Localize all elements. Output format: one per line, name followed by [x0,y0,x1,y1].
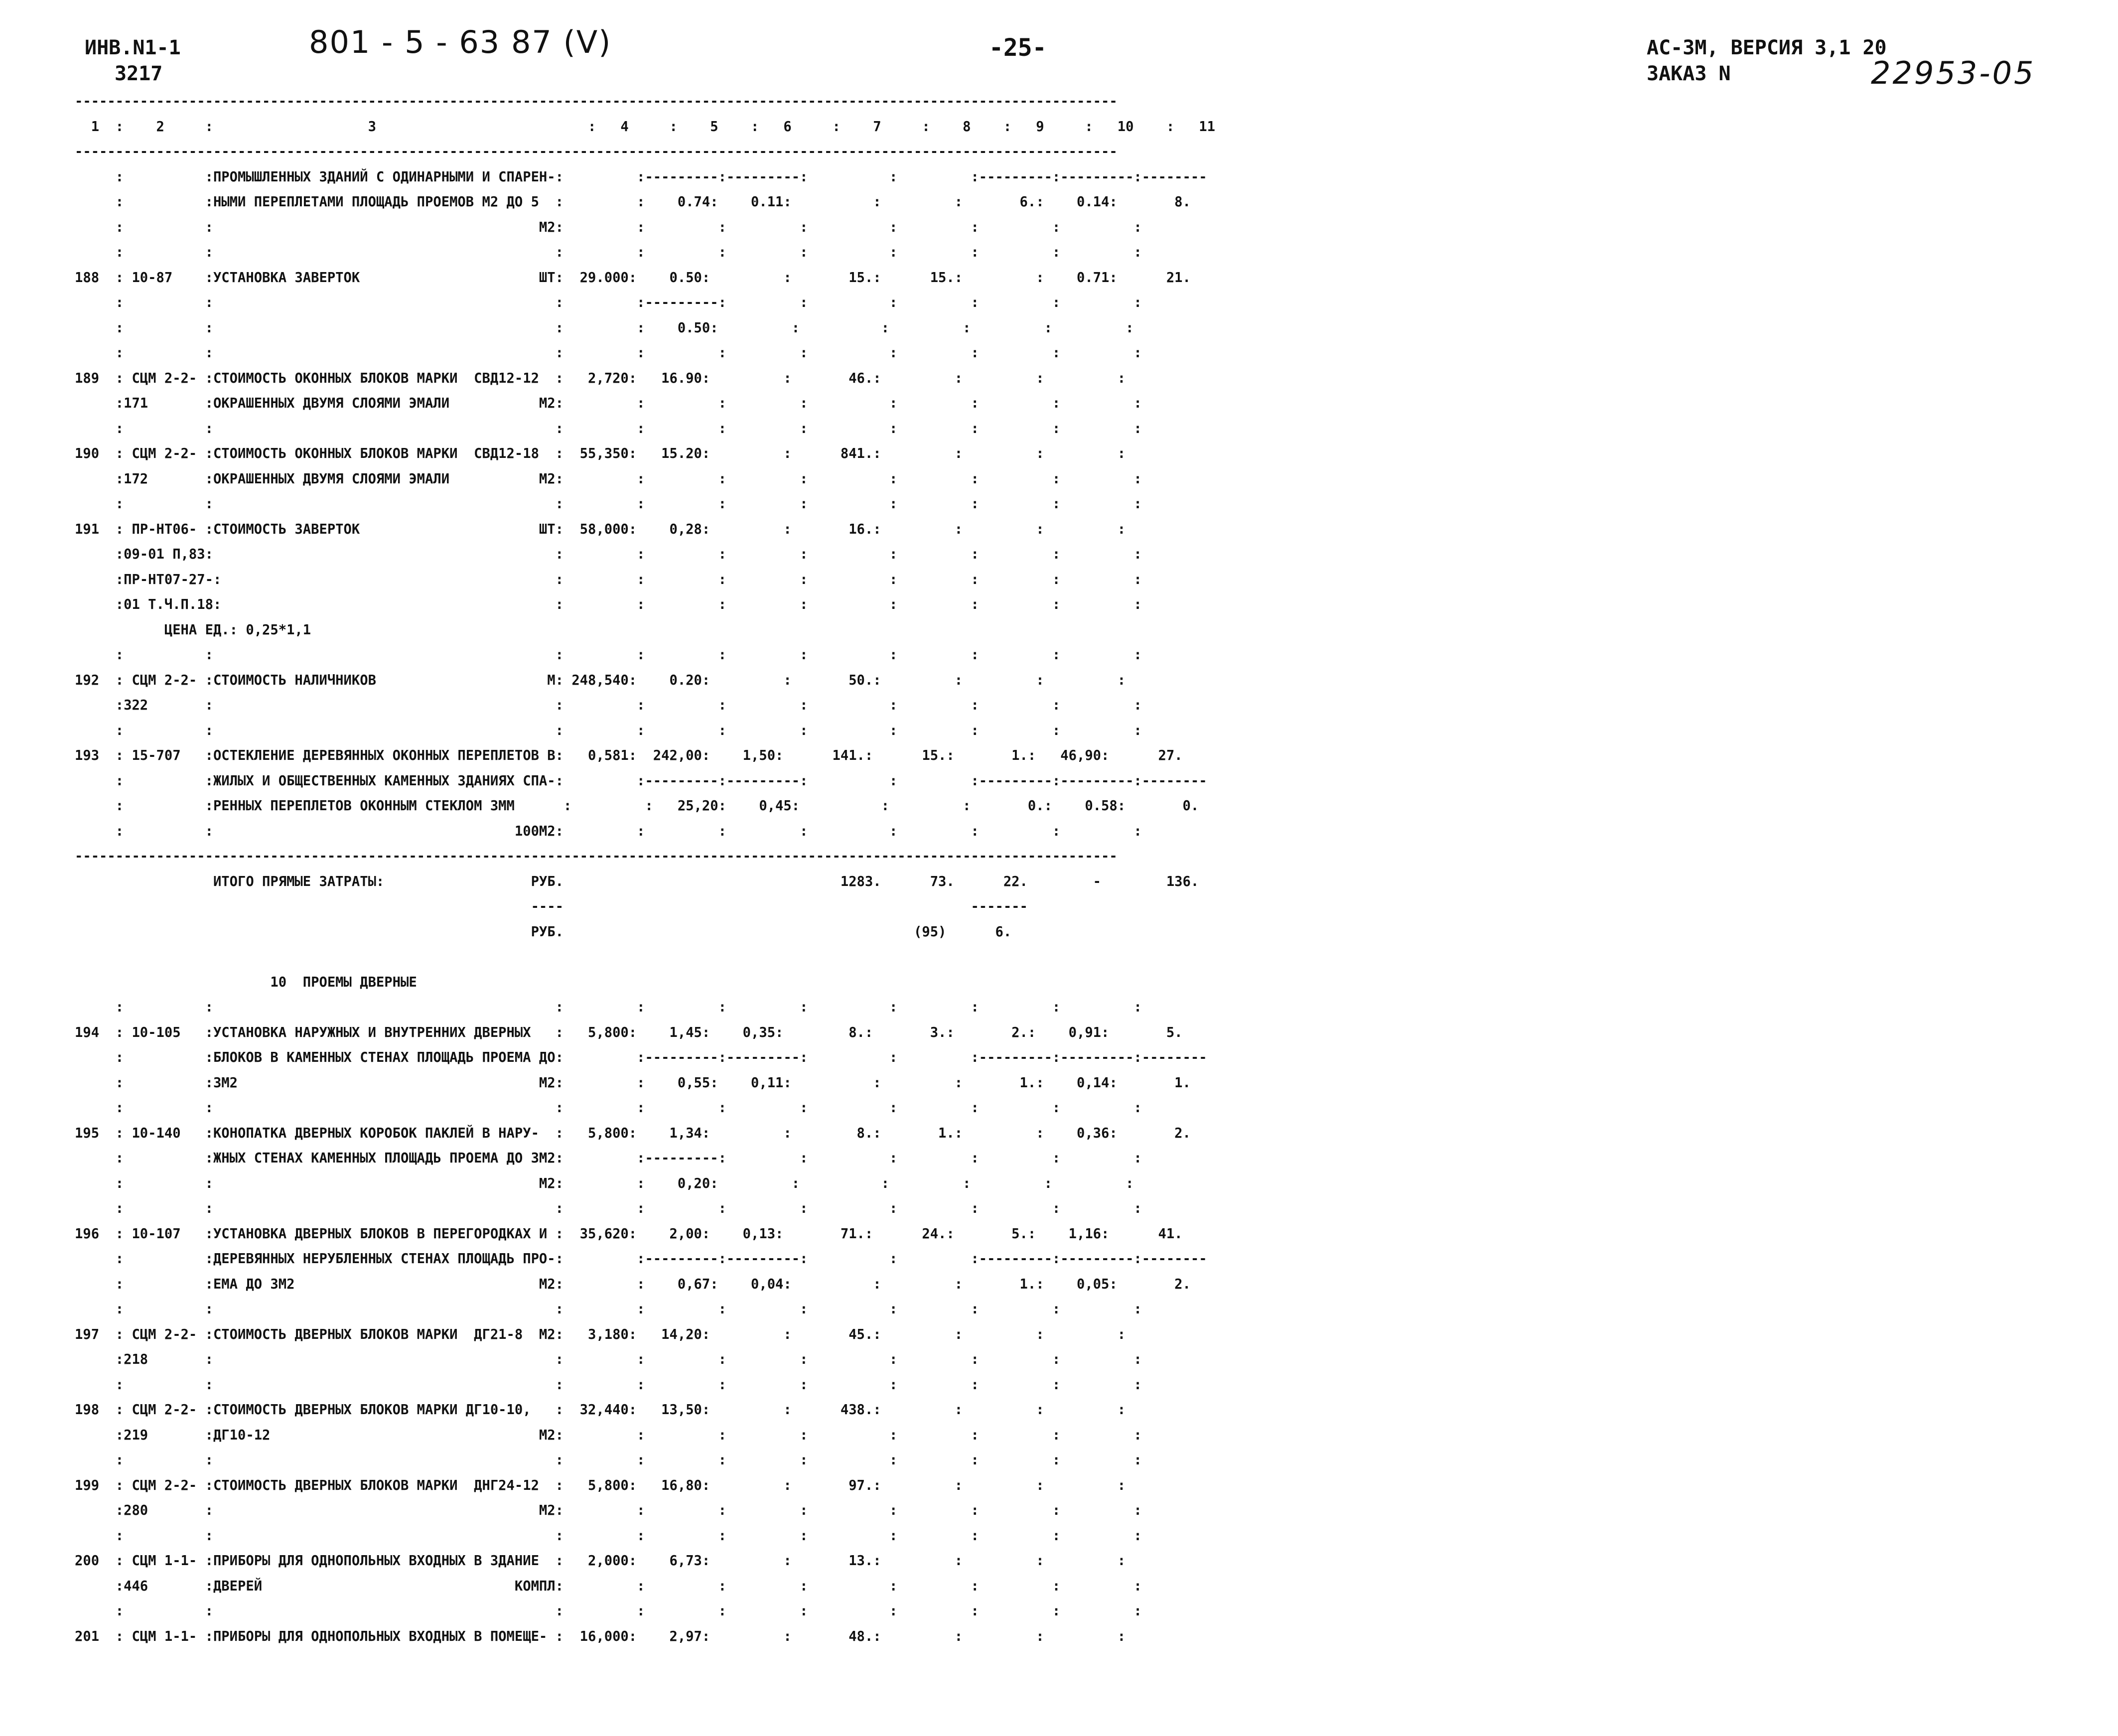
column-numbers-row: 1 : 2 : 3 : 4 : 5 : 6 : 7 : 8 : 9 : 10 : 11 [75,119,1215,135]
table-row: : : М2: : 0,20: : : : : : [75,1176,1134,1191]
table-row: : :ЖНЫХ СТЕНАХ КАМЕННЫХ ПЛОЩАДЬ ПРОЕМА ДО 3М2: :---------: : : : : : [75,1151,1142,1166]
table-row: : :ПРОМЫШЛЕННЫХ ЗДАНИЙ С ОДИНАРНЫМИ И СПАРЕН-: :---------:---------: : :---------:---------:-------- [75,169,1207,185]
table-row: 198 : СЦМ 2-2- :СТОИМОСТЬ ДВЕРНЫХ БЛОКОВ МАРКИ ДГ10-10, : 32,440: 13,50: : 438.: : : : [75,1402,1126,1418]
inventory-label: ИНВ.N1-1 [85,36,181,59]
table-row: ИТОГО ПРЯМЫЕ ЗАТРАТЫ: РУБ. 1283. 73. 22. - 136. [75,874,1199,889]
table-row: : : : : : : : : : : [75,1377,1142,1393]
table-row: :172 :ОКРАШЕННЫХ ДВУМЯ СЛОЯМИ ЭМАЛИ М2: : : : : : : : [75,471,1142,487]
table-row: 193 : 15-707 :ОСТЕКЛЕНИЕ ДЕРЕВЯННЫХ ОКОННЫХ ПЕРЕПЛЕТОВ В: 0,581: 242,00: 1,50: 141.: 15.: 1.: 46,90: 27. [75,748,1183,763]
table-row: 196 : 10-107 :УСТАНОВКА ДВЕРНЫХ БЛОКОВ В ПЕРЕГОРОДКАХ И : 35,620: 2,00: 0,13: 71.: 24.: 5.: 1,16: 41. [75,1226,1183,1242]
table-row: : : : : : : : : : : [75,496,1142,512]
table-row: :322 : : : : : : : : : [75,698,1142,713]
table-row: :01 Т.Ч.П.18: : : : : : : : : [75,597,1142,612]
table-row: : : : : : : : : : : [75,647,1142,663]
table-row: :171 :ОКРАШЕННЫХ ДВУМЯ СЛОЯМИ ЭМАЛИ М2: : : : : : : : [75,396,1142,411]
order-number: 22953-05 [1871,55,2036,91]
table-row: : :ДЕРЕВЯННЫХ НЕРУБЛЕННЫХ СТЕНАХ ПЛОЩАДЬ ПРО-: :---------:---------: : :---------:---------:-------- [75,1251,1207,1267]
table-row: 191 : ПР-НТ06- :СТОИМОСТЬ ЗАВЕРТОК ШТ: 58,000: 0,28: : 16.: : : : [75,522,1126,537]
table-row: : :РЕННЫХ ПЕРЕПЛЕТОВ ОКОННЫМ СТЕКЛОМ 3ММ : : 25,20: 0,45: : : 0.: 0.58: 0. [75,798,1199,814]
table-row: : :3М2 М2: : 0,55: 0,11: : : 1.: 0,14: 1. [75,1075,1191,1091]
table-row: : : М2: : : : : : : : [75,220,1142,235]
table-row: : : : : : : : : : : [75,1603,1142,1619]
table-row: 188 : 10-87 :УСТАНОВКА ЗАВЕРТОК ШТ: 29.000: 0.50: : 15.: 15.: : 0.71: 21. [75,270,1191,286]
table-row: : : : : : : : : : : [75,1528,1142,1544]
table-row: : : : : : : : : : : [75,1201,1142,1216]
table-row: : : : : : : : : : : [75,1000,1142,1015]
table-row: : : : : : : : : : : [75,345,1142,361]
table-row: : :БЛОКОВ В КАМЕННЫХ СТЕНАХ ПЛОЩАДЬ ПРОЕМА ДО: :---------:---------: : :---------:---------:-------- [75,1050,1207,1065]
table-rule: -------------------------------------------------------------------------------------------------------------------------------- [75,849,1118,864]
table-row: :ПР-НТ07-27-: : : : : : : : : [75,572,1142,587]
table-row: :219 :ДГ10-12 М2: : : : : : : : [75,1428,1142,1443]
table-row: : :ЕМА ДО 3М2 М2: : 0,67: 0,04: : : 1.: 0,05: 2. [75,1277,1191,1292]
table-row: 10 ПРОЕМЫ ДВЕРНЫЕ [75,975,417,990]
table-row: 192 : СЦМ 2-2- :СТОИМОСТЬ НАЛИЧНИКОВ М: 248,540: 0.20: : 50.: : : : [75,673,1126,688]
table-row: :280 : М2: : : : : : : : [75,1503,1142,1518]
table-row: : : : : : : : : : : [75,1100,1142,1116]
table-row: : :ЖИЛЫХ И ОБЩЕСТВЕННЫХ КАМЕННЫХ ЗДАНИЯХ СПА-: :---------:---------: : :---------:---------:-------- [75,773,1207,789]
table-row: :446 :ДВЕРЕЙ КОМПЛ: : : : : : : : [75,1579,1142,1594]
table-row: 200 : СЦМ 1-1- :ПРИБОРЫ ДЛЯ ОДНОПОЛЬНЫХ ВХОДНЫХ В ЗДАНИЕ : 2,000: 6,73: : 13.: : : : [75,1553,1126,1569]
table-rule: -------------------------------------------------------------------------------------------------------------------------------- [75,144,1118,159]
order-label: ЗАКАЗ N [1647,62,1731,85]
table-row: : : : : 0.50: : : : : : [75,320,1134,336]
drawing-code: 801 - 5 - 63 87 (V) [309,24,612,60]
table-row: РУБ. (95) 6. [75,924,1012,940]
table-row: 194 : 10-105 :УСТАНОВКА НАРУЖНЫХ И ВНУТРЕННИХ ДВЕРНЫХ : 5,800: 1,45: 0,35: 8.: 3.: 2.: 0,91: 5. [75,1025,1183,1040]
table-row: 189 : СЦМ 2-2- :СТОИМОСТЬ ОКОННЫХ БЛОКОВ МАРКИ СВД12-12 : 2,720: 16.90: : 46.: : : : [75,371,1126,386]
table-row: :09-01 П,83: : : : : : : : : [75,547,1142,562]
table-row: 199 : СЦМ 2-2- :СТОИМОСТЬ ДВЕРНЫХ БЛОКОВ МАРКИ ДНГ24-12 : 5,800: 16,80: : 97.: : : : [75,1478,1126,1493]
table-row: 197 : СЦМ 2-2- :СТОИМОСТЬ ДВЕРНЫХ БЛОКОВ МАРКИ ДГ21-8 М2: 3,180: 14,20: : 45.: : : : [75,1327,1126,1342]
table-row: : : : :---------: : : : : : [75,295,1142,310]
table-row: : : : : : : : : : : [75,421,1142,436]
table-row: : : : : : : : : : : [75,245,1142,260]
program-info: АС-3М, ВЕРСИЯ 3,1 20 [1647,36,1887,59]
table-row: : : : : : : : : : : [75,1302,1142,1317]
table-rule: -------------------------------------------------------------------------------------------------------------------------------- [75,94,1118,109]
table-row: 201 : СЦМ 1-1- :ПРИБОРЫ ДЛЯ ОДНОПОЛЬНЫХ ВХОДНЫХ В ПОМЕЩЕ- : 16,000: 2,97: : 48.: : : : [75,1629,1126,1644]
table-row: : : : : : : : : : : [75,1452,1142,1468]
table-row: : :НЫМИ ПЕРЕПЛЕТАМИ ПЛОЩАДЬ ПРОЕМОВ М2 ДО 5 : : 0.74: 0.11: : : 6.: 0.14: 8. [75,194,1191,210]
table-row: ---- ------- [75,899,1028,914]
table-row: : : : : : : : : : : [75,723,1142,738]
page-number: -25- [989,34,1047,62]
table-row: 190 : СЦМ 2-2- :СТОИМОСТЬ ОКОННЫХ БЛОКОВ МАРКИ СВД12-18 : 55,350: 15.20: : 841.: : : : [75,446,1126,461]
inventory-number: 3217 [115,62,163,85]
table-row: 195 : 10-140 :КОНОПАТКА ДВЕРНЫХ КОРОБОК ПАКЛЕЙ В НАРУ- : 5,800: 1,34: : 8.: 1.: : 0,36: 2. [75,1126,1191,1141]
table-row: : : 100М2: : : : : : : : [75,824,1142,839]
table-row: ЦЕНА ЕД.: 0,25*1,1 [75,622,311,638]
table-row: :218 : : : : : : : : : [75,1352,1142,1367]
